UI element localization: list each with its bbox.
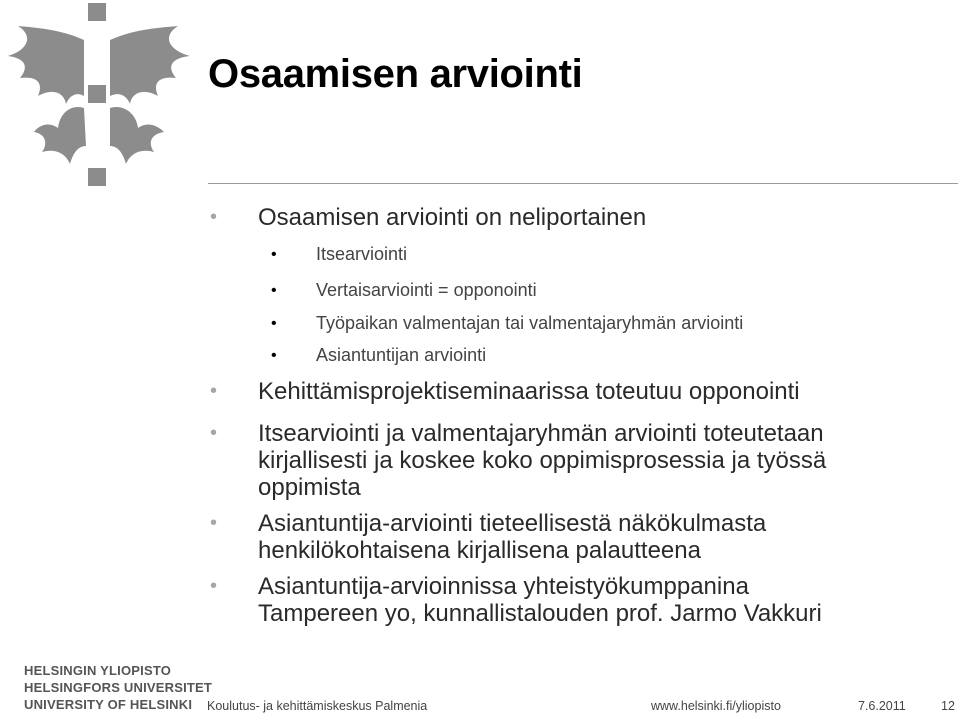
- wordmark-line: UNIVERSITY OF HELSINKI: [24, 697, 193, 712]
- bullet-line: kirjallisesti ja koskee koko oppimisprosessia ja työssä: [258, 447, 827, 474]
- bullet-item: [258, 420, 826, 501]
- sub-bullet-item: • Asiantuntijan arviointi: [316, 345, 486, 366]
- university-emblem-icon: [0, 0, 200, 190]
- wordmark-line: HELSINGIN YLIOPISTO: [24, 663, 172, 678]
- slide-title: Osaamisen arviointi: [208, 52, 583, 96]
- footer-url: www.helsinki.fi/yliopisto: [651, 699, 781, 713]
- sub-bullet-item: • Työpaikan valmentajan tai valmentajaryhmän arviointi: [316, 313, 743, 334]
- sub-bullet-item: • Itsearviointi: [316, 244, 407, 265]
- footer-unit: Koulutus- ja kehittämiskeskus Palmenia: [207, 699, 428, 713]
- bullet-item: [258, 510, 766, 564]
- page-number: 12: [941, 699, 955, 713]
- bullet-item: • Kehittämisprojektiseminaarissa toteutuu opponointi: [258, 378, 800, 405]
- bullet-line: oppimista: [258, 474, 361, 501]
- bullet-item: • Osaamisen arviointi on neliportainen: [258, 204, 646, 231]
- bullet-line: henkilökohtaisena kirjallisena palautteena: [258, 537, 701, 564]
- bullet-line: • Asiantuntija-arvioinnissa yhteistyökumppanina: [258, 573, 749, 600]
- bullet-item: [258, 573, 822, 627]
- wordmark-line: HELSINGFORS UNIVERSITET: [24, 680, 213, 695]
- university-wordmark: [24, 662, 212, 713]
- footer-date: 7.6.2011: [858, 699, 906, 713]
- sub-bullet-item: • Vertaisarviointi = opponointi: [316, 280, 537, 301]
- bullet-line: Tampereen yo, kunnallistalouden prof. Jarmo Vakkuri: [258, 600, 822, 627]
- bullet-line: • Itsearviointi ja valmentajaryhmän arviointi toteutetaan: [258, 420, 824, 447]
- bullet-line: • Asiantuntija-arviointi tieteellisestä näkökulmasta: [258, 510, 767, 537]
- title-divider: [208, 183, 958, 184]
